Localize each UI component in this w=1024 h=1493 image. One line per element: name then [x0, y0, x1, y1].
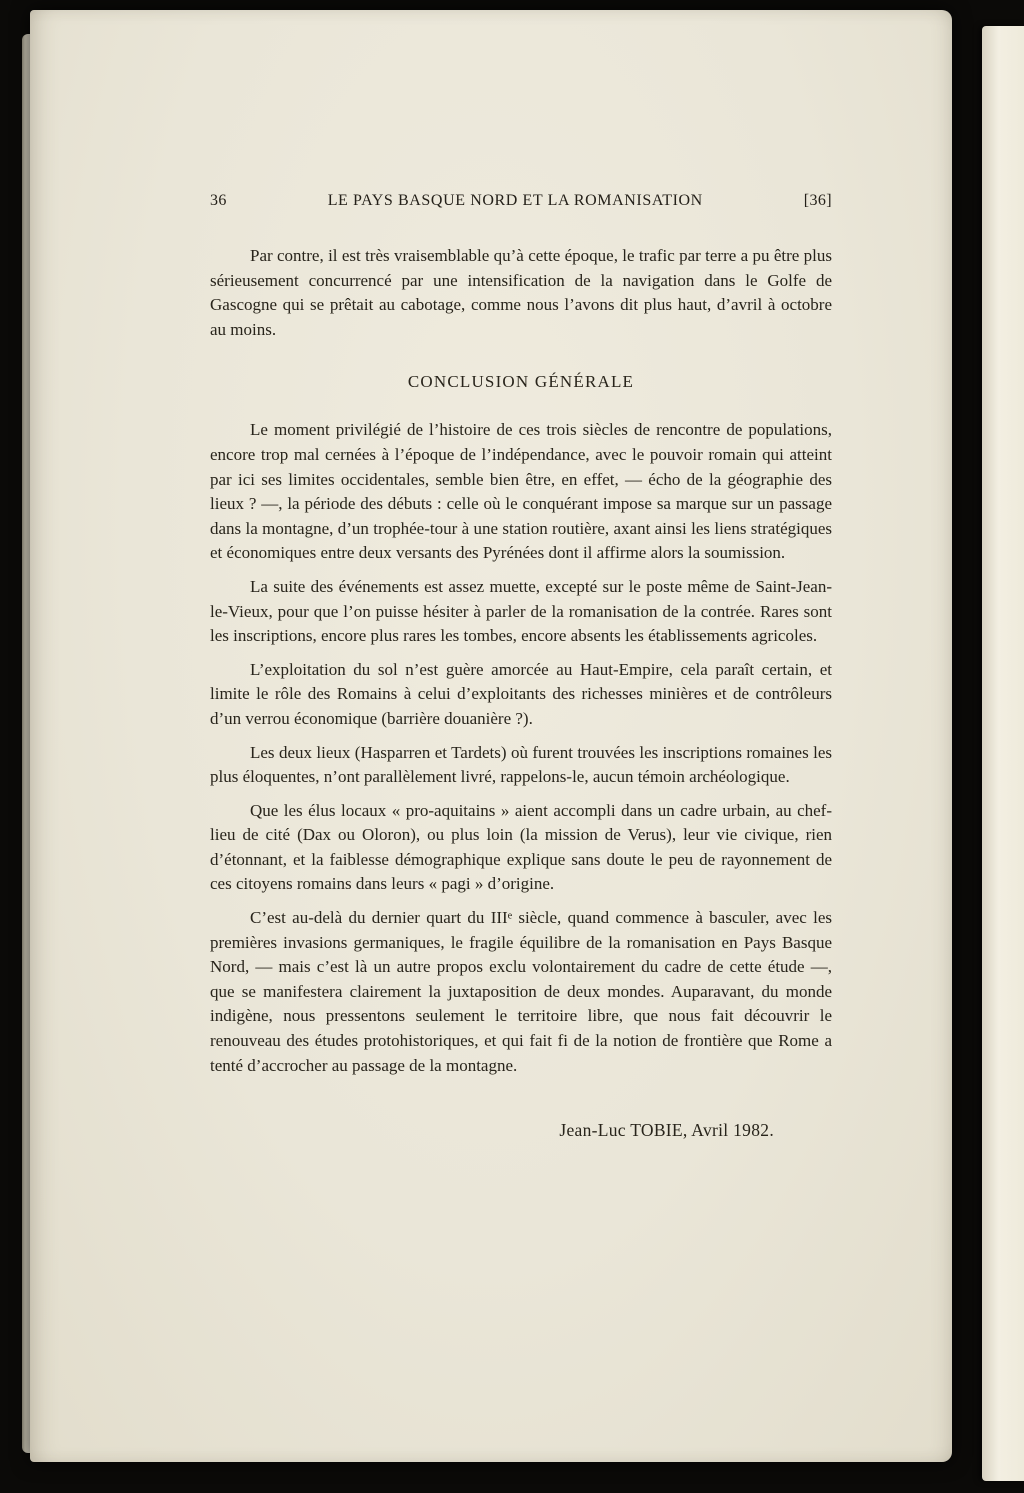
bracket-page-number: [36]: [803, 192, 832, 209]
paragraph-conclusion-1: Le moment privilégié de l’histoire de ces trois siècles de rencontre de populations, encore trop mal cernées à l’époque de l’indépendance, avec le pouvoir romain qui atteint par ici ses limites occidentales, semble bien être, en effet, — écho de la géographie des lieux ? —, la période des débuts : celle où le conquérant impose sa marque sur un passage dans la montagne, d’un trophée-tour à une station routière, axant ainsi les liens stratégiques et économiques entre deux versants des Pyrénées dont il affirme alors la soumission.: [210, 420, 832, 563]
next-page-edge: [982, 26, 1024, 1481]
paragraph-conclusion-2: La suite des événements est assez muette, excepté sur le poste même de Saint-Jean-le-Vieux, pour que l’on puisse hésiter à parler de la romanisation de la contrée. Rares sont les inscriptions, encore plus rares les tombes, encore absents les établissements agricoles.: [210, 576, 832, 646]
book-page: [30, 10, 952, 1462]
author-signature: Jean-Luc TOBIE, Avril 1982.: [559, 1120, 774, 1141]
running-title: LE PAYS BASQUE NORD ET LA ROMANISATION: [327, 192, 703, 209]
paragraph-intro: Par contre, il est très vraisemblable qu’à cette époque, le trafic par terre a pu être plus sérieusement concurrencé par une intensification de la navigation dans le Golfe de Gascogne qui se prêtait au cabotage, comme nous l’avons dit plus haut, d’avril à octobre au moins.: [210, 246, 832, 339]
section-heading: CONCLUSION GÉNÉRALE: [407, 372, 635, 392]
text-column: [210, 192, 832, 1141]
paragraph-conclusion-6: C’est au-delà du dernier quart du IIIᵉ siècle, quand commence à basculer, avec les premières invasions germaniques, le fragile équilibre de la romanisation en Pays Basque Nord, — mais c’est là un autre propos exclu volontairement du cadre de cette étude —, que se manifestera clairement la juxtaposition de deux mondes. Auparavant, du monde indigène, nous pressentons seulement le territoire libre, que nous fait découvrir le renouveau des études protohistoriques, et qui fait fi de la notion de frontière que Rome a tenté d’accrocher au passage de la montagne.: [210, 908, 832, 1075]
paragraph-conclusion-3: L’exploitation du sol n’est guère amorcée au Haut-Empire, cela paraît certain, et limite le rôle des Romains à celui d’exploitants des richesses minières et de contrôleurs d’un verrou économique (barrière douanière ?).: [210, 659, 832, 728]
page-number: 36: [210, 192, 227, 209]
running-header: [210, 192, 832, 210]
paragraph-conclusion-5: Que les élus locaux « pro-aquitains » aient accompli dans un cadre urbain, au chef-lieu de cité (Dax ou Oloron), ou plus loin (la mission de Verus), leur vie civique, rien d’étonnant, et la faiblesse démographique explique sans doute le peu de rayonnement de ces citoyens romains dans leurs « pagi » d’origine.: [210, 800, 832, 894]
paragraph-conclusion-4: Les deux lieux (Hasparren et Tardets) où furent trouvées les inscriptions romaines les plus éloquentes, n’ont parallèlement livré, rappelons-le, aucun témoin archéologique.: [210, 742, 832, 787]
